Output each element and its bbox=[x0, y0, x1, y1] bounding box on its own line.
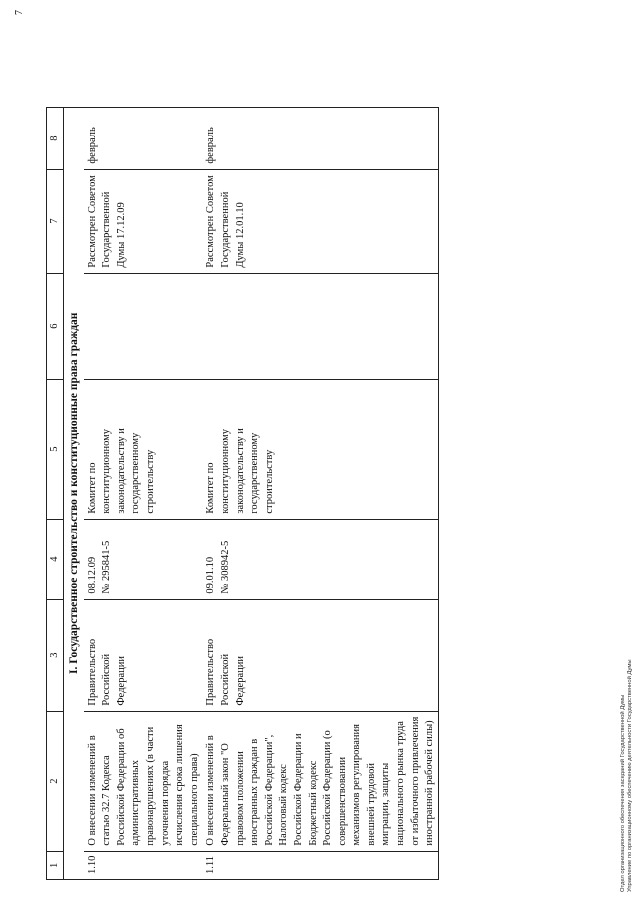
bill-initiator: Правительство Российской Федерации bbox=[202, 599, 438, 711]
column-header: 2 bbox=[47, 711, 64, 851]
section-title: I. Государственное строительство и конституционные права граждан bbox=[64, 107, 84, 879]
bill-title: О внесении изменений в Федеральный закон "О правовом положении иностранных граждан в Российской Федерации", Налоговый кодекс Российской Федерации и Бюджетный кодекс Российской Федерации (о совершенствовании механизмов регулирования внешней трудовой миграции, защиты национального рынка труда от избыточного привлечения иностранной рабочей силы) bbox=[202, 711, 438, 851]
section-row bbox=[64, 107, 84, 879]
bill-date: 09.01.10 bbox=[205, 556, 217, 594]
bill-date-and-number bbox=[202, 519, 438, 599]
bill-reg-number: № 295841-5 bbox=[101, 540, 113, 594]
planned-month: февраль bbox=[84, 107, 203, 169]
column-6-cell bbox=[84, 273, 203, 379]
column-header: 5 bbox=[47, 379, 64, 519]
page-number: 7 bbox=[14, 10, 25, 15]
row-number: 1.11 bbox=[202, 851, 438, 879]
bill-title: О внесении изменений в статью 32.7 Кодекса Российской Федерации об административных правонарушениях (в части уточнения порядка исчисления срока лишения специального права) bbox=[84, 711, 203, 851]
bill-reg-number: № 308942-5 bbox=[219, 540, 231, 594]
table-row bbox=[202, 107, 438, 879]
planned-month: февраль bbox=[202, 107, 438, 169]
page-footer bbox=[620, 660, 634, 892]
column-header: 4 bbox=[47, 519, 64, 599]
column-header: 3 bbox=[47, 599, 64, 711]
column-header: 1 bbox=[47, 851, 64, 879]
bills-table bbox=[46, 107, 439, 880]
table-row bbox=[84, 107, 203, 879]
footer-line: Отдел организационного обеспечения заседаний Государственной Думы bbox=[620, 694, 626, 892]
bill-date-and-number bbox=[84, 519, 203, 599]
bill-initiator: Правительство Российской Федерации bbox=[84, 599, 203, 711]
column-6-cell bbox=[202, 273, 438, 379]
bill-status: Рассмотрен Советом Государственной Думы 17.12.09 bbox=[84, 169, 203, 273]
footer-line: Управление по организационному обеспечению деятельности Государственной Думы bbox=[627, 659, 633, 892]
column-header: 8 bbox=[47, 107, 64, 169]
row-number: 1.10 bbox=[84, 851, 203, 879]
responsible-committee: Комитет по конституционному законодательству и государственному строительству bbox=[202, 379, 438, 519]
responsible-committee: Комитет по конституционному законодательству и государственному строительству bbox=[84, 379, 203, 519]
column-header: 7 bbox=[47, 169, 64, 273]
bill-status: Рассмотрен Советом Государственной Думы 12.01.10 bbox=[202, 169, 438, 273]
bill-date: 08.12.09 bbox=[86, 556, 98, 594]
column-number-row bbox=[47, 107, 64, 879]
column-header: 6 bbox=[47, 273, 64, 379]
